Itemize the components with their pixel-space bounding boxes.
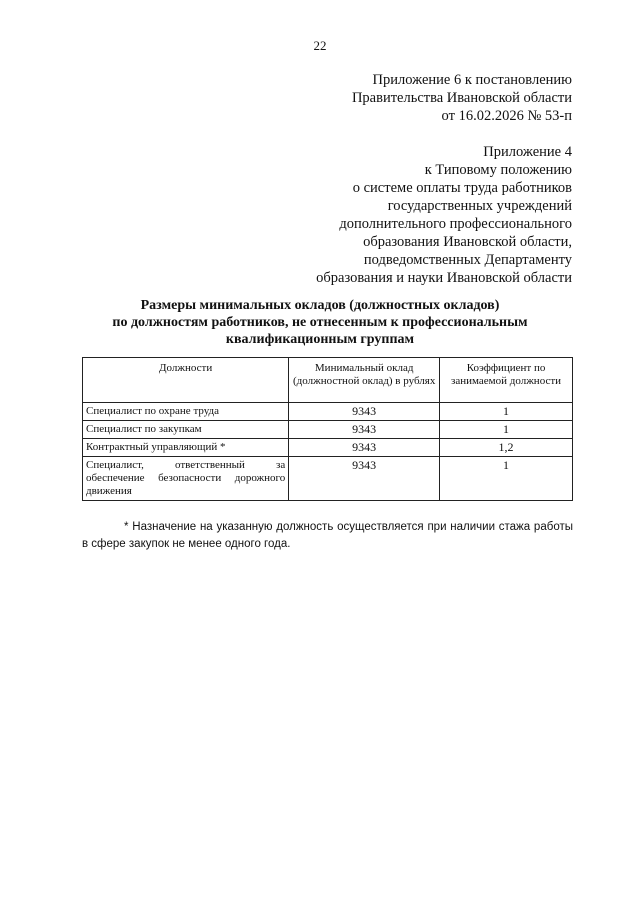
cell-salary: 9343 <box>289 403 440 421</box>
cell-coefficient: 1 <box>440 457 573 501</box>
table-row <box>83 421 573 439</box>
header-line: от 16.02.2026 № 53-п <box>441 108 572 124</box>
title-line: квалификационным группам <box>225 332 415 347</box>
title-line: по должностям работников, не отнесенным к профессиональным <box>112 315 528 330</box>
header-line: подведомственных Департаменту <box>363 252 572 268</box>
document-title <box>60 297 580 348</box>
table-row <box>83 439 573 457</box>
header-coefficient: Коэффициент по занимаемой должности <box>440 358 573 403</box>
cell-salary: 9343 <box>289 439 440 457</box>
header-line: дополнительного профессионального <box>339 216 572 232</box>
title-line: Размеры минимальных окладов (должностных окладов) <box>140 298 500 313</box>
salary-table <box>82 357 573 501</box>
header-line: к Типовому положению <box>424 162 572 178</box>
cell-coefficient: 1 <box>440 403 573 421</box>
cell-position: Специалист по охране труда <box>83 403 289 421</box>
header-line: государственных учреждений <box>387 198 572 214</box>
header-line: образования и науки Ивановской области <box>316 270 572 286</box>
cell-coefficient: 1 <box>440 421 573 439</box>
footnote: * Назначение на указанную должность осуществляется при наличии стажа работы в сфере закупок не менее одного года. <box>82 521 573 550</box>
header-line: Приложение 6 к постановлению <box>372 72 572 88</box>
header-line: о системе оплаты труда работников <box>352 180 572 196</box>
cell-salary: 9343 <box>289 457 440 501</box>
header-position: Должности <box>83 358 289 403</box>
appendix-6-header <box>352 71 572 125</box>
cell-position: Специалист, ответственный за обеспечение безопасности дорожного движения <box>83 457 289 501</box>
table-row <box>83 403 573 421</box>
header-line: Правительства Ивановской области <box>351 90 572 106</box>
appendix-4-header <box>316 143 572 287</box>
table-row <box>83 457 573 501</box>
page-number: 22 <box>313 38 327 53</box>
cell-position: Контрактный управляющий * <box>83 439 289 457</box>
header-salary: Минимальный оклад (должностной оклад) в рублях <box>289 358 440 403</box>
cell-salary: 9343 <box>289 421 440 439</box>
cell-coefficient: 1,2 <box>440 439 573 457</box>
header-line: Приложение 4 <box>483 144 572 160</box>
header-line: образования Ивановской области, <box>363 234 572 250</box>
cell-position: Специалист по закупкам <box>83 421 289 439</box>
table-header-row <box>83 358 573 403</box>
